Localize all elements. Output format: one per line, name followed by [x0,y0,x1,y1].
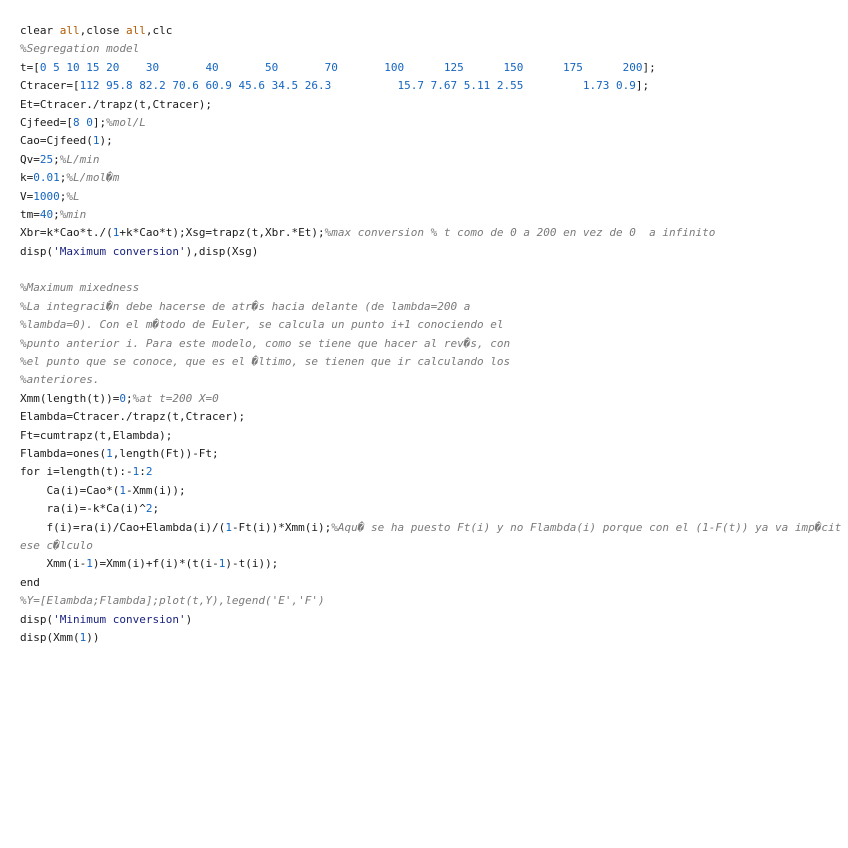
code-number: 1 [92,134,100,148]
code-text: V= [20,189,34,203]
code-line [20,574,841,592]
code-comment: %punto anterior i. Para este modelo, como se tiene que hacer al rev�s, con [20,336,511,350]
code-text: ,close [79,24,126,37]
code-comment: %max conversion % t como de 0 a 200 en vez de 0 a infinito [324,226,716,240]
code-number: 1 [132,465,140,479]
code-line [20,537,841,555]
code-comment: %anteriores. [20,373,100,387]
code-line [20,500,841,518]
code-line [20,519,841,537]
code-text: +k*Cao*t);Xsg=trapz(t,Xbr.*Et); [119,226,325,240]
code-comment: %Aqu� se ha puesto Ft(i) y no Flambda(i) porque con el (1-F(t)) ya va imp�cit [331,520,842,534]
code-text: ]; [635,79,650,93]
code-comment: %L/mol�m [66,171,120,185]
code-text: Ca(i)=Cao*( [20,483,120,497]
code-line [20,59,841,77]
code-text: Qv= [20,152,40,166]
code-line [20,279,841,297]
code-number: 8 0 [72,115,93,129]
code-line [20,132,841,150]
code-text: )=Xmm(i)+f(i)*(t(i- [92,557,219,571]
code-text: ]; [92,115,107,129]
code-line [20,463,841,481]
code-text: ; [125,391,133,405]
code-line [20,592,841,610]
code-text: ),disp(Xsg) [185,244,259,258]
code-line [20,445,841,463]
code-text: Xmm(i- [20,557,87,571]
code-text: ; [59,171,67,185]
code-comment: %La integraci�n debe hacerse de atr�s hacia delante (de lambda=200 a [20,299,471,313]
code-line [20,261,841,279]
code-text: i=length(t):- [39,465,133,479]
code-line [20,353,841,371]
code-text: Ft=cumtrapz(t,Elambda); [20,428,173,442]
code-text: Cao=Cjfeed( [20,134,93,148]
code-number: 25 [39,152,54,166]
code-number: 2 [145,502,153,516]
code-comment: %el punto que se conoce, que es el �ltimo, se tienen que ir calculando los [20,355,511,369]
code-text: ,clc [145,24,173,37]
code-listing [20,22,841,647]
code-text: clear [20,24,60,37]
code-text: Cjfeed=[ [20,115,73,129]
code-comment: %lambda=0). Con el m�todo de Euler, se calcula un punto i+1 conociendo el [20,318,504,332]
code-text: Elambda=Ctracer./trapz(t,Ctracer); [20,410,246,424]
code-comment: %L [66,189,80,203]
code-number: 1 [86,557,93,571]
code-line [20,188,841,206]
code-text: disp( [20,244,54,258]
code-text: ; [53,152,60,166]
code-number: 0.01 [33,171,60,185]
code-text: : [139,465,146,479]
code-number: 1 [225,520,232,534]
code-number: 2 [145,465,153,479]
code-line [20,555,841,573]
code-line [20,482,841,500]
code-comment: %mol/L [106,115,146,129]
code-text: Xbr=k*Cao*t./( [20,226,113,240]
code-text: t=[ [20,60,40,74]
code-line [20,151,841,169]
code-text: ) [185,612,193,626]
code-text: k= [20,171,34,185]
code-line [20,40,841,58]
code-number: 1 [119,483,126,497]
code-text: ); [99,134,113,148]
code-keyword: for [20,465,40,479]
code-line [20,243,841,261]
code-text: ra(i)=-k*Ca(i)^ [20,502,146,516]
code-line [20,629,841,647]
code-number: 1 [112,226,120,240]
code-text: Flambda=ones( [20,446,107,460]
code-line [20,96,841,114]
code-number: 112 95.8 82.2 70.6 60.9 45.6 34.5 26.3 15.7 7.67 5.11 2.55 1.73 0.9 [79,79,636,93]
code-text: )-t(i)); [225,557,279,571]
code-number: 40 [39,207,54,221]
code-text: ; [59,189,67,203]
code-text: )) [86,630,100,644]
code-text: Et=Ctracer./trapz(t,Ctracer); [20,97,213,111]
code-line [20,371,841,389]
code-number: 1 [218,557,226,571]
code-comment: ese c�lculo [20,538,93,552]
code-number: 1000 [33,189,60,203]
code-line [20,224,841,242]
code-keyword: end [20,575,40,589]
code-text: tm= [20,207,40,221]
code-comment: %min [59,207,87,221]
code-line [20,427,841,445]
code-line [20,298,841,316]
code-string: 'Maximum conversion' [53,244,186,258]
code-line [20,114,841,132]
code-line [20,335,841,353]
code-text: -Xmm(i)); [125,483,186,497]
code-text: Ctracer=[ [20,79,80,93]
code-line [20,77,841,95]
code-comment: %Segregation model [20,42,140,56]
code-number: 0 5 10 15 20 30 40 50 70 100 125 150 175 200 [39,60,643,74]
code-text: f(i)=ra(i)/Cao+Elambda(i)/( [20,520,226,534]
code-line [20,390,841,408]
code-keyword-arg: all [59,24,80,37]
code-line [20,206,841,224]
code-line [20,408,841,426]
code-keyword-arg: all [125,24,146,37]
code-comment: %L/min [59,152,100,166]
code-text: ]; [642,60,656,74]
code-string: 'Minimum conversion' [53,612,186,626]
code-comment: %at t=200 X=0 [132,391,219,405]
code-text: ; [53,207,60,221]
code-text: ; [152,502,160,516]
code-line [20,316,841,334]
code-text: disp(Xmm( [20,630,80,644]
code-number: 0 [119,391,126,405]
code-text: disp( [20,612,54,626]
code-number: 1 [79,630,87,644]
code-line [20,22,841,40]
code-comment: %Y=[Elambda;Flambda];plot(t,Y),legend('E','F') [20,594,325,608]
code-text: ,length(Ft))-Ft; [112,446,219,460]
code-text: Xmm(length(t))= [20,391,120,405]
code-line [20,611,841,629]
code-text: -Ft(i))*Xmm(i); [231,520,332,534]
code-number: 1 [106,446,113,460]
code-comment: %Maximum mixedness [20,281,140,295]
code-line [20,169,841,187]
